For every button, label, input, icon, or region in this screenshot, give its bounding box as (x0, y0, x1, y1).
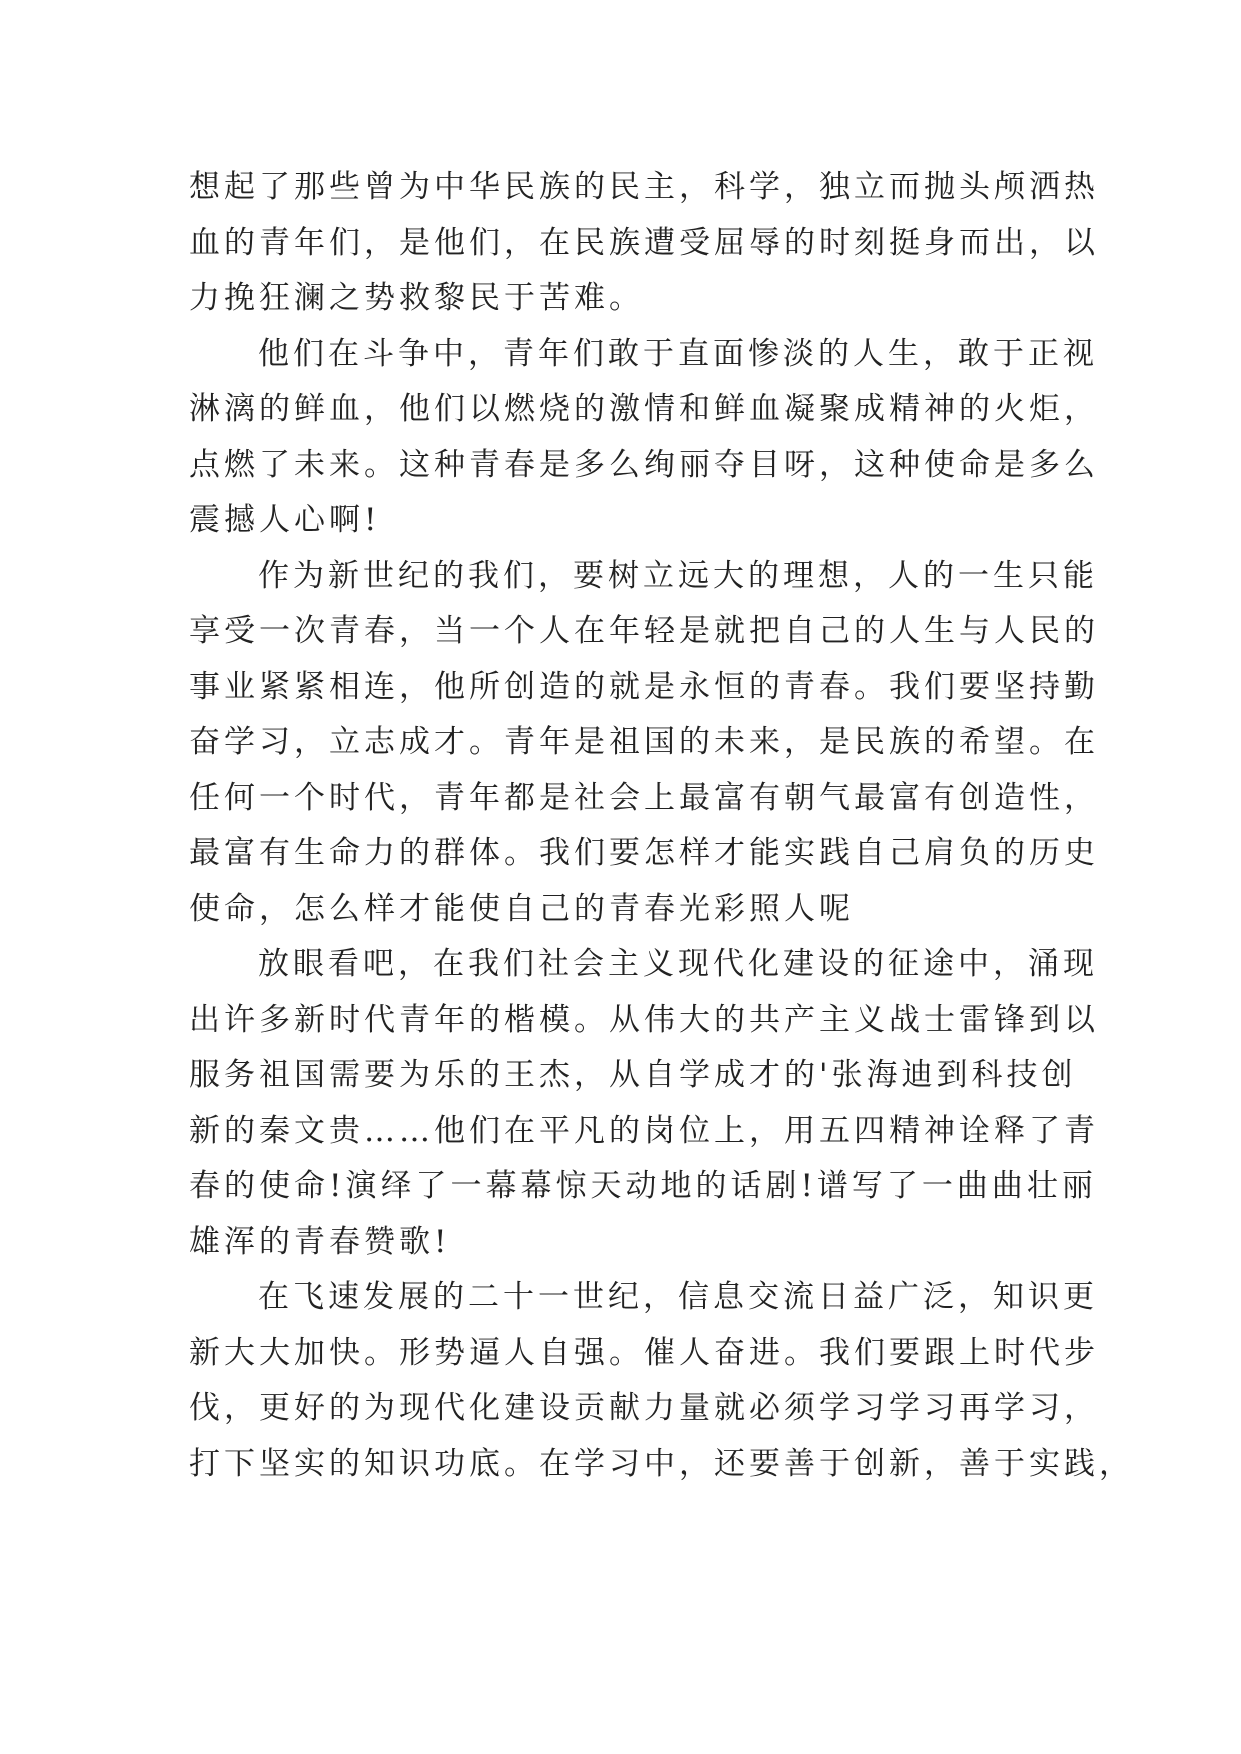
text-line: 力挽狂澜之势救黎民于苦难。 (189, 280, 644, 316)
text-line: 想起了那些曾为中华民族的民主，科学，独立而抛头颅洒热 (189, 169, 1099, 205)
text-line: 淋漓的鲜血，他们以燃烧的激情和鲜血凝聚成精神的火炬， (189, 391, 1099, 427)
text-line: 使命，怎么样才能使自己的青春光彩照人呢 (189, 890, 854, 927)
text-line: 春的使命!演绎了一幕幕惊天动地的话剧!谱写了一曲曲壮丽 (189, 1168, 1097, 1204)
paragraph-first-line: 放眼看吧，在我们社会主义现代化建设的征途中，涌现 (258, 946, 1098, 982)
text-line: 雄浑的青春赞歌! (189, 1223, 451, 1260)
text-line: 震撼人心啊! (189, 502, 381, 538)
paragraph-first-line: 在飞速发展的二十一世纪，信息交流日益广泛，知识更 (258, 1279, 1098, 1315)
text-line: 伐，更好的为现代化建设贡献力量就必须学习学习再学习， (189, 1390, 1099, 1426)
text-line: 点燃了未来。这种青春是多么绚丽夺目呀，这种使命是多么 (189, 446, 1099, 483)
text-line: 奋学习，立志成才。青年是祖国的未来，是民族的希望。在 (189, 724, 1099, 760)
text-line: 服务祖国需要为乐的王杰，从自学成才的'张海迪到科技创 (189, 1057, 1077, 1093)
paragraph-first-line: 他们在斗争中，青年们敢于直面惨淡的人生，敢于正视 (258, 335, 1098, 372)
text-line: 血的青年们，是他们，在民族遭受屈辱的时刻挺身而出，以 (189, 224, 1099, 261)
text-line: 新的秦文贵……他们在平凡的岗位上，用五四精神诠释了青 (189, 1112, 1099, 1149)
text-line: 打下坚实的知识功底。在学习中，还要善于创新，善于实践， (189, 1445, 1134, 1482)
text-line: 出许多新时代青年的楷模。从伟大的共产主义战士雷锋到以 (189, 1001, 1099, 1038)
text-line: 事业紧紧相连，他所创造的就是永恒的青春。我们要坚持勤 (189, 668, 1099, 705)
text-line: 享受一次青春，当一个人在年轻是就把自己的人生与人民的 (189, 613, 1099, 649)
paragraph-first-line: 作为新世纪的我们，要树立远大的理想，人的一生只能 (258, 557, 1098, 594)
text-line: 最富有生命力的群体。我们要怎样才能实践自己肩负的历史 (189, 835, 1099, 871)
text-line: 新大大加快。形势逼人自强。催人奋进。我们要跟上时代步 (189, 1334, 1099, 1371)
text-line: 任何一个时代，青年都是社会上最富有朝气最富有创造性， (189, 779, 1099, 816)
body-text (189, 160, 1134, 1492)
